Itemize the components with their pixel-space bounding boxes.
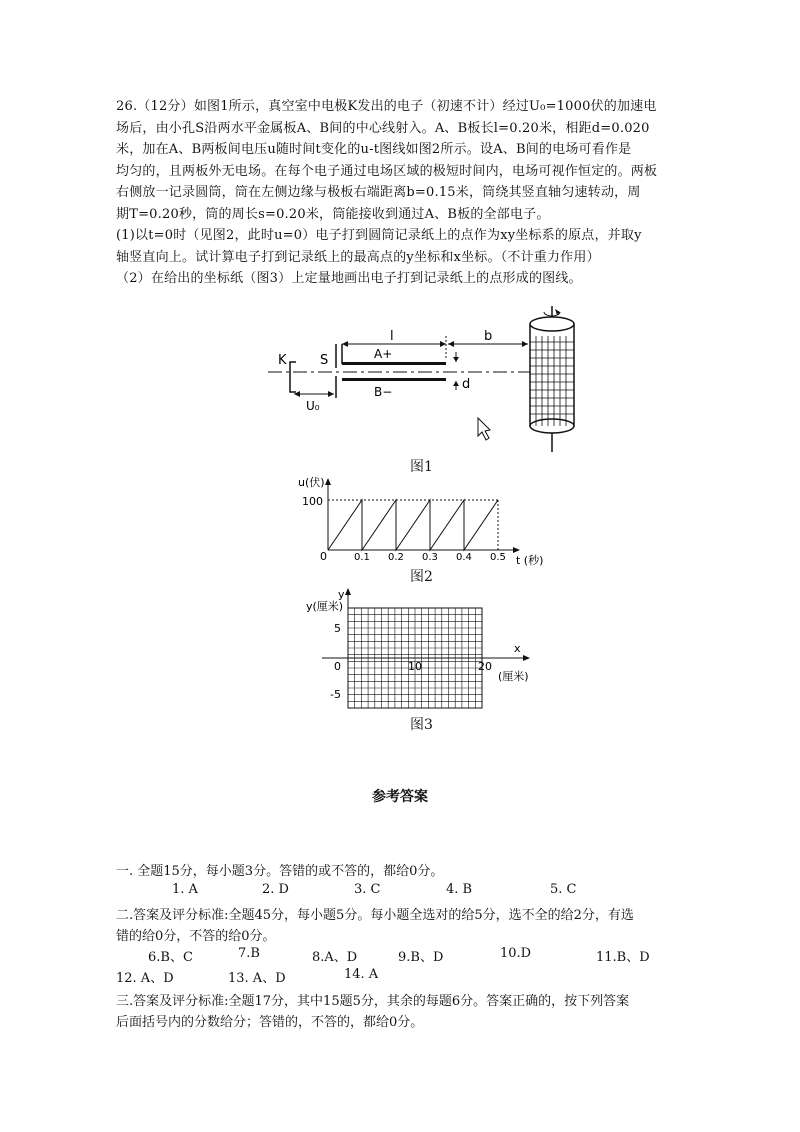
question-line: 场后，由小孔S沿两水平金属板A、B间的中心线射入。A、B板长l=0.20米，相距d=0.020 <box>116 120 650 136</box>
answers-sec3-line1: 三.答案及评分标准:全题17分，其中15题5分，其余的每题6分。答案正确的，按下列答案 <box>116 994 630 1009</box>
answer-item: 10.D <box>500 946 532 961</box>
answer-item: 5. C <box>550 882 577 897</box>
label-K: K <box>278 353 287 368</box>
figure-2-chart <box>294 474 544 568</box>
x-tick-label: 0.3 <box>422 552 438 563</box>
y-axis-label: u(伏) <box>298 476 325 489</box>
electrode-K <box>290 362 296 392</box>
answer-item: 3. C <box>354 882 381 897</box>
x-tick-label: 0 <box>334 660 341 673</box>
answer-item: 13. A、D <box>228 971 286 986</box>
answers-sec2-line1: 二.答案及评分标准:全题45分，每小题5分。每小题全选对的给5分，选不全的给2分，有选 <box>116 908 634 923</box>
arrow-head-icon <box>522 341 528 347</box>
arrow-head-icon <box>342 341 348 347</box>
plate-B <box>342 378 446 381</box>
x-axis-label: (厘米) <box>498 670 529 683</box>
arrow-head-icon <box>328 391 334 397</box>
arrow-head-icon <box>440 341 446 347</box>
x-tick-label: 0.1 <box>354 552 370 563</box>
answers-sec2-line2: 错的给0分，不答的给0分。 <box>116 929 276 944</box>
answer-item: 8.A、D <box>312 950 358 965</box>
answer-item: 11.B、D <box>596 950 650 965</box>
figure-3-grid <box>302 586 546 710</box>
label-b: b <box>484 329 493 344</box>
figure-1-caption: 图1 <box>410 459 433 475</box>
question-line: (1)以t=0时（见图2，此时u=0）电子打到圆筒记录纸上的点作为xy坐标系的原点，并取y <box>116 228 642 243</box>
figure-3-caption: 图3 <box>410 717 433 733</box>
mouse-cursor-icon <box>478 418 490 440</box>
question-line: 轴竖直向上。试计算电子打到记录纸上的最高点的y坐标和x坐标。（不计重力作用） <box>116 249 600 265</box>
y-axis-letter: y <box>338 588 345 601</box>
label-B: B− <box>374 385 393 399</box>
answers-heading: 参考答案 <box>372 789 428 805</box>
y-tick-label: -5 <box>330 688 341 701</box>
question-text <box>116 96 696 290</box>
question-line: 右侧放一记录圆筒，筒在左侧边缘与极板右端距离b=0.15米，筒绕其竖直轴匀速转动，周 <box>116 185 641 200</box>
answer-item: 6.B、C <box>148 950 193 965</box>
answer-item: 7.B <box>238 946 260 961</box>
figure-1-apparatus <box>262 306 602 456</box>
answer-item: 14. A <box>344 967 379 982</box>
answer-item: 12. A、D <box>116 971 174 986</box>
y-axis-arrow-icon <box>325 478 331 485</box>
label-U0: U₀ <box>306 399 320 413</box>
x-tick-label: 0.4 <box>456 552 472 563</box>
arrow-head-icon <box>453 357 459 362</box>
question-line: 26.（12分）如图1所示，真空室中电极K发出的电子（初速不计）经过U₀=1000伏的加速电 <box>116 99 657 114</box>
origin-label: 0 <box>320 550 327 563</box>
x-axis-arrow-icon <box>523 655 530 661</box>
question-line: （2）在给出的坐标纸（图3）上定量地画出电子打到记录纸上的点形成的图线。 <box>116 271 582 286</box>
recording-drum <box>530 306 574 452</box>
x-tick-label: 20 <box>478 660 492 673</box>
x-tick-label: 0.2 <box>388 552 404 563</box>
label-S: S <box>320 353 329 368</box>
answers-sec3-line2: 后面括号内的分数给分；答错的，不答的，都给0分。 <box>116 1015 424 1030</box>
arrow-head-icon <box>453 381 459 386</box>
answer-item: 4. B <box>446 882 473 897</box>
x-tick-label: 0.5 <box>490 552 506 563</box>
label-A: A+ <box>374 347 393 361</box>
answers-sec1: 一. 全题15分，每小题3分。答错的或不答的，都给0分。 <box>116 864 444 879</box>
y-axis-arrow-icon <box>345 588 351 595</box>
y-tick-label: 100 <box>302 495 323 508</box>
arrow-head-icon <box>448 341 454 347</box>
answer-item: 9.B、D <box>398 950 444 965</box>
label-d: d <box>462 377 471 392</box>
plate-A <box>342 362 446 365</box>
x-axis-label: t (秒) <box>516 554 544 567</box>
question-line: 米，加在A、B两板间电压u随时间t变化的u-t图线如图2所示。设A、B间的电场可看作是 <box>116 142 632 157</box>
x-axis-arrow-icon <box>513 547 520 553</box>
x-tick-label: 10 <box>408 660 422 673</box>
x-axis-letter: x <box>514 642 521 655</box>
voltage-series-line <box>328 500 498 550</box>
y-axis-label: y(厘米) <box>306 600 344 613</box>
answer-item: 2. D <box>262 882 289 897</box>
question-line: 均匀的，且两板外无电场。在每个电子通过电场区域的极短时间内，电场可视作恒定的。两板 <box>116 163 658 179</box>
answer-item: 1. A <box>172 882 198 897</box>
y-tick-label: 5 <box>334 622 341 635</box>
figure-2-caption: 图2 <box>410 569 433 585</box>
question-line: 期T=0.20秒，筒的周长s=0.20米，筒能接收到通过A、B板的全部电子。 <box>116 206 550 222</box>
label-l: l <box>390 329 394 344</box>
